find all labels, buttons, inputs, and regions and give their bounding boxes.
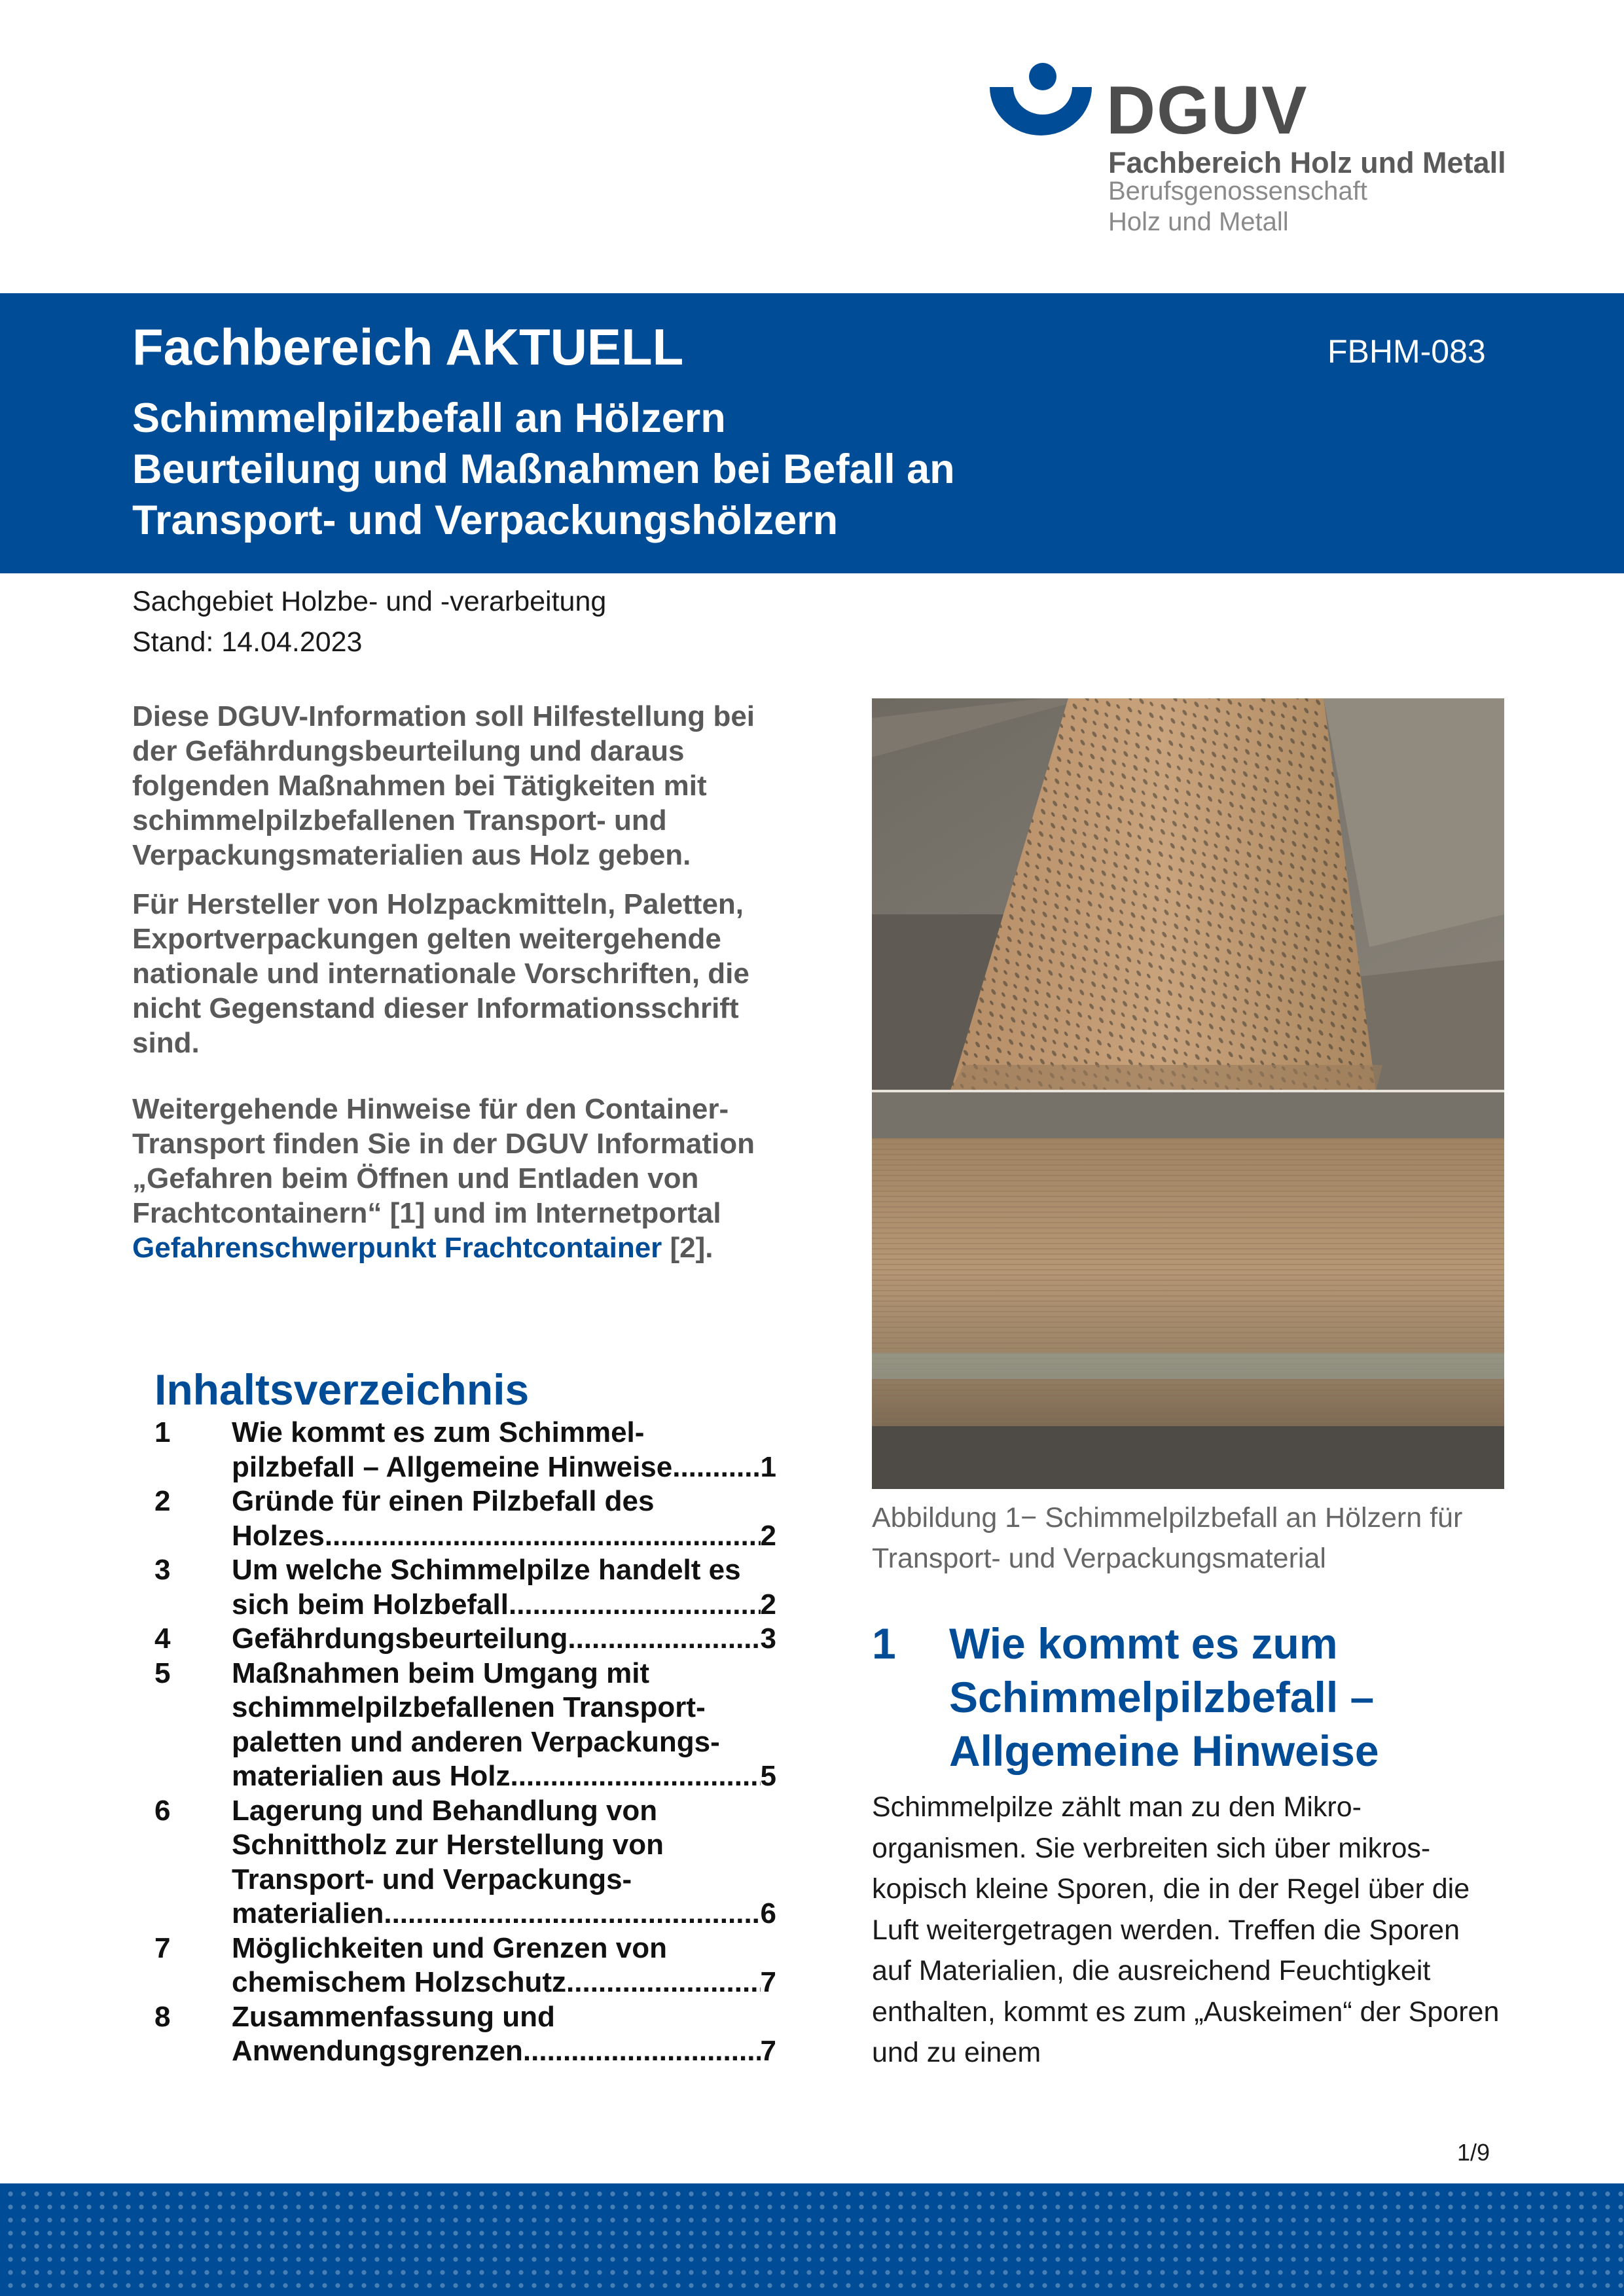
moldy-wood-photo-image <box>872 698 1504 1489</box>
intro-paragraph: Für Hersteller von Holzpackmitteln, Paletten, Exportverpackungen gelten weitergehende nationale und internationale Vorschriften, die nicht Gegenstand dieser Informationsschrift sind. <box>132 888 749 1059</box>
series-title: Fachbereich AKTUELL <box>132 318 684 376</box>
toc-item-text: Wie kommt es zum Schimmel- <box>232 1416 645 1448</box>
document-code: FBHM-083 <box>1327 333 1486 370</box>
subject-area: Sachgebiet Holzbe- und -verarbeitung <box>132 586 607 617</box>
toc-item-text: Maßnahmen beim Umgang mit <box>232 1657 650 1689</box>
toc-item-text: Holzes <box>232 1519 325 1552</box>
intro-paragraph <box>132 1092 800 1265</box>
toc-item[interactable] <box>154 1657 776 1794</box>
toc-item-page: 2 <box>760 1588 776 1621</box>
page-number: 1/9 <box>1457 2139 1490 2166</box>
toc-item-number: 6 <box>154 1794 171 1827</box>
toc-leader <box>384 1897 760 1931</box>
toc-leader <box>523 2034 761 2069</box>
toc-item-text: Anwendungsgrenzen <box>232 2035 523 2067</box>
toc-item[interactable] <box>154 1931 776 2000</box>
toc-heading: Inhaltsverzeichnis <box>154 1365 530 1414</box>
toc-leader <box>566 1965 760 2000</box>
toc-item-text: pilzbefall – Allgemeine Hinweise <box>232 1450 673 1483</box>
logo-organization-line2: Holz und Metall <box>1108 207 1289 236</box>
dguv-logo <box>988 62 1512 245</box>
document-meta <box>132 581 606 662</box>
logo-organization-line1: Berufsgenossenschaft <box>1108 177 1367 206</box>
toc-item-page: 7 <box>760 1966 776 1998</box>
toc-item-page: 1 <box>760 1450 776 1483</box>
toc-item-number: 3 <box>154 1554 171 1586</box>
toc-item-text: Schnittholz zur Herstellung von <box>232 1829 664 1861</box>
figure-photo <box>872 698 1504 1489</box>
status-date: Stand: 14.04.2023 <box>132 626 363 658</box>
toc-item-page: 5 <box>760 1760 776 1792</box>
toc-item[interactable] <box>154 1622 776 1657</box>
toc-item-text: materialien aus Holz <box>232 1760 511 1792</box>
toc-leader <box>568 1622 760 1657</box>
toc-item-text: materialien <box>232 1897 384 1929</box>
title-line: Schimmelpilzbefall an Hölzern <box>132 395 726 441</box>
toc-item-text: Transport- und Verpackungs- <box>232 1863 632 1895</box>
intro-text-after-link: [2]. <box>662 1232 713 1264</box>
section-body: Schimmelpilze zählt man zu den Mikro-organismen. Sie verbreiten sich über mikros-kopisch kleine Sporen, die in der Regel über die Luft weitergetragen werden. Treffen die Sporen auf Materialien, die ausreichend Feuchtigkeit enthalten, kommt es zum „Auskeimen“ der Sporen und zu einem <box>872 1791 1500 2068</box>
toc-item-number: 5 <box>154 1657 171 1689</box>
toc-item-text: paletten und anderen Verpackungs- <box>232 1725 720 1758</box>
document-title <box>132 393 955 546</box>
toc-item-number: 7 <box>154 1931 171 1964</box>
logo-department: Fachbereich Holz und Metall <box>1108 146 1506 179</box>
title-line: Beurteilung und Maßnahmen bei Befall an <box>132 446 955 492</box>
toc-item[interactable] <box>154 1484 776 1553</box>
toc-leader <box>672 1450 760 1485</box>
section-number: 1 <box>872 1619 896 1668</box>
toc-leader <box>510 1759 760 1794</box>
toc-item-page: 7 <box>760 2035 776 2067</box>
intro-text-before-link: Weitergehende Hinweise für den Container-Transport finden Sie in der DGUV Information „Gefahren beim Öffnen und Entladen von Frachtcontainern“ [1] und im Internetportal <box>132 1093 755 1229</box>
toc-item-page: 6 <box>760 1897 776 1929</box>
figure-caption: Abbildung 1− Schimmelpilzbefall an Hölzern für Transport- und Verpackungsmaterial <box>872 1502 1463 1574</box>
intro-text <box>132 699 800 1280</box>
toc-item-text: Lagerung und Behandlung von <box>232 1794 658 1827</box>
toc-item-text: Um welche Schimmelpilze handelt es <box>232 1554 741 1586</box>
toc-item-number: 4 <box>154 1623 171 1655</box>
toc-item[interactable] <box>154 1416 776 1484</box>
section-title: Wie kommt es zum Schimmelpilzbefall – Allgemeine Hinweise <box>949 1619 1379 1775</box>
toc-item[interactable] <box>154 1794 776 1931</box>
toc-item-text: Möglichkeiten und Grenzen von <box>232 1931 667 1964</box>
toc-item-number: 8 <box>154 2000 171 2033</box>
toc-item[interactable] <box>154 2000 776 2069</box>
table-of-contents <box>154 1416 776 2069</box>
toc-item-number: 2 <box>154 1485 171 1517</box>
logo-name: DGUV <box>1106 73 1308 149</box>
toc-item-text: chemischem Holzschutz <box>232 1966 567 1998</box>
toc-item-page: 2 <box>760 1519 776 1552</box>
intro-paragraph: Diese DGUV-Information soll Hilfestellung bei der Gefährdungsbeurteilung und daraus folgenden Maßnahmen bei Tätigkeiten mit schimmelpilzbefallenen Transport- und Verpackungsmaterialien aus Holz geben. <box>132 700 755 871</box>
toc-leader <box>325 1519 761 1554</box>
toc-item-text: Gründe für einen Pilzbefall des <box>232 1485 655 1517</box>
toc-item-text: Zusammenfassung und <box>232 2000 555 2033</box>
toc-item-number: 1 <box>154 1416 171 1448</box>
toc-leader <box>509 1588 761 1623</box>
footer-band <box>0 2183 1624 2296</box>
title-line: Transport- und Verpackungshölzern <box>132 497 839 543</box>
frachtcontainer-link[interactable]: Gefahrenschwerpunkt Frachtcontainer <box>132 1232 662 1264</box>
header-band <box>0 293 1624 573</box>
toc-item-page: 3 <box>760 1623 776 1655</box>
toc-item-text: Gefährdungsbeurteilung <box>232 1623 568 1655</box>
dguv-logo-mark-icon <box>988 62 1093 147</box>
toc-item[interactable] <box>154 1553 776 1622</box>
toc-item-text: sich beim Holzbefall <box>232 1588 509 1621</box>
toc-item-text: schimmelpilzbefallenen Transport- <box>232 1691 706 1723</box>
